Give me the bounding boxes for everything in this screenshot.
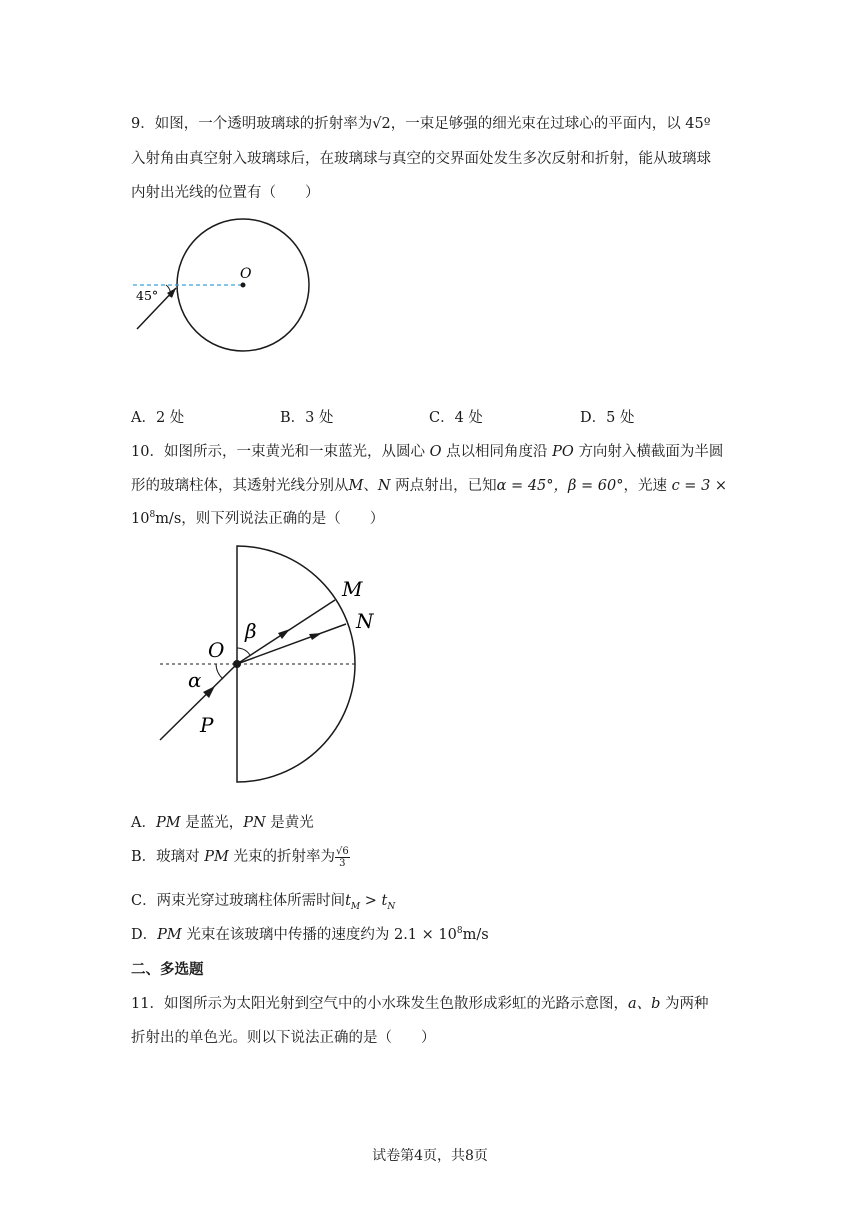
- q9-line-3: 内射出光线的位置有（ ）: [131, 185, 320, 201]
- q9-line-2: 入射角由真空射入玻璃球后，在玻璃球与真空的交界面处发生多次反射和折射，能从玻璃球: [131, 151, 711, 167]
- q11-line-1: 11．如图所示为太阳光射到空气中的小水珠发生色散形成彩虹的光路示意图，a、b 为两种: [131, 996, 709, 1012]
- angle-label: 45°: [136, 288, 159, 303]
- q9-line-1: 9．如图，一个透明玻璃球的折射率为√2，一束足够强的细光束在过球心的平面内，以 45º: [131, 116, 711, 132]
- q9-option-c[interactable]: C．4 处: [429, 410, 483, 426]
- fraction: $\frac{√6}{3}$: [335, 845, 349, 869]
- q10-line-2: 形的玻璃柱体，其透射光线分别从M、N 两点射出，已知α = 45°，β = 60°，光速 c = 3 ×: [131, 478, 728, 494]
- label-n: N: [356, 609, 374, 633]
- label-m: M: [342, 577, 363, 601]
- q11-line-2: 折射出的单色光。则以下说法正确的是（ ）: [131, 1030, 436, 1046]
- q10-line-1: 10．如图所示，一束黄光和一束蓝光，从圆心 O 点以相同角度沿 PO 方向射入横截面为半圆: [131, 444, 724, 460]
- label-p: P: [200, 713, 214, 737]
- ray-on-arrow: [309, 633, 322, 640]
- q9-option-a[interactable]: A．2 处: [131, 410, 185, 426]
- label-beta: β: [245, 619, 257, 643]
- page-footer: 试卷第4页，共8页: [372, 1148, 488, 1164]
- q10-option-d[interactable]: D．PM 光束在该玻璃中传播的速度约为 $2.1 \times 10^8m/s$: [131, 926, 489, 943]
- label-alpha: α: [188, 668, 202, 692]
- q10-line-3: $10^8m/s$，则下列说法正确的是（ ）: [131, 510, 385, 527]
- center-label: O: [240, 266, 252, 282]
- center-dot: [241, 283, 246, 288]
- q10-option-b[interactable]: B．玻璃对 PM 光束的折射率为 $\frac{√6}{3}$: [131, 845, 349, 869]
- label-o: O: [208, 638, 225, 662]
- alpha-arc: [216, 664, 223, 679]
- q10-option-c[interactable]: C．两束光穿过玻璃柱体所需时间$t_M > t_N$: [131, 893, 396, 912]
- q9-option-d[interactable]: D．5 处: [580, 410, 635, 426]
- semicircle-glass: [237, 546, 355, 782]
- q9-figure: [125, 212, 325, 362]
- center-dot-o: [233, 660, 241, 668]
- q10-option-a[interactable]: A．PM 是蓝光，PN 是黄光: [131, 815, 314, 831]
- q9-option-b[interactable]: B．3 处: [280, 410, 334, 426]
- section-heading-multiple-choice: 二、多选题: [131, 961, 204, 978]
- ray-om-arrow: [278, 629, 290, 639]
- q10-figure: [150, 540, 390, 790]
- beta-arc: [237, 648, 250, 655]
